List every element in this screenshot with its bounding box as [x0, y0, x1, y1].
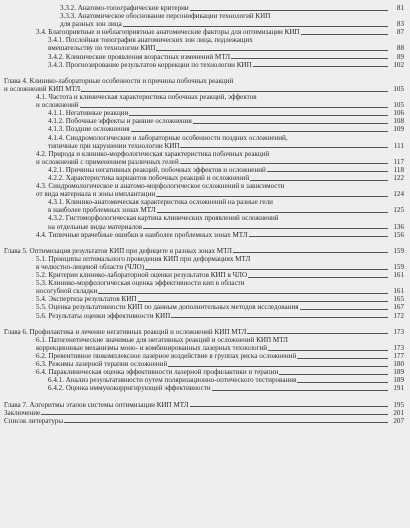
- toc-entry-title: носогубной складки: [36, 287, 98, 296]
- toc-page-number: 81: [396, 4, 404, 12]
- toc-entry-title: 6.4.2. Оценка иммунокорригирующей эффективности: [48, 384, 211, 393]
- toc-entry-line: [0, 360, 404, 368]
- toc-entry-title: 3.4.2. Клинические проявления возрастных изменений МТЛ: [48, 52, 231, 61]
- toc-entry-title: и осложнений: [36, 101, 79, 110]
- toc-entry-title: 5.4. Экспертиза результатов КИП: [36, 295, 137, 304]
- toc-entry-title: на отдельные виды материалов: [48, 222, 143, 231]
- toc-entry-line: [0, 53, 404, 61]
- toc-page-number: 161: [393, 287, 404, 296]
- toc-page-number: 106: [393, 109, 404, 118]
- toc-entry-title: Глава 5. Оптимизация результатов КИП при дефиците в разных зонах МТЛ: [4, 246, 232, 255]
- toc-entry-title: и осложнений КИП МТЛ: [4, 84, 81, 93]
- toc-page-number: 109: [393, 125, 404, 134]
- toc-entry-title: для разных зон лица: [60, 20, 122, 29]
- toc-spacer: [0, 239, 404, 247]
- toc-entry-title: в челюстно-лицевой области (ЧЛО): [36, 263, 145, 271]
- toc-page-number: 108: [393, 117, 404, 126]
- toc-entry-title: 5.2. Критерии клинико-лабораторной оценки результатов КИП в ЧЛО: [36, 271, 248, 280]
- toc-page-number: 195: [393, 400, 404, 409]
- toc-entry-line: [0, 295, 404, 303]
- toc-entry-title: 6.4. Параклиническая оценка эффективности лазерной профилактики и терапии: [36, 368, 279, 377]
- toc-entry-line: [0, 158, 404, 166]
- toc-page-number: 177: [393, 352, 404, 361]
- toc-entry-line: [0, 61, 404, 69]
- toc-entry-title: Глава 7. Алгоритмы этапов системы оптимизации КИП МТЛ: [4, 400, 189, 409]
- toc-page-number: 173: [393, 327, 404, 336]
- toc-entry-title: 4.1. Частота и клиническая характеристика побочных реакций, эффектов: [36, 93, 257, 102]
- toc-entry-line: [0, 255, 404, 263]
- toc-entry-line: [0, 28, 404, 36]
- toc-page-number: 111: [393, 141, 404, 150]
- toc-page-number: 122: [393, 173, 404, 182]
- toc-entry-title: 4.3.1. Клинико-анатомическая характеристика осложнений на разные гели: [48, 198, 273, 207]
- toc-page-number: 207: [393, 416, 404, 425]
- toc-entry-line: [0, 344, 404, 352]
- toc-entry-title: 6.4.1. Анализ результативности путем поляризационно-оптического тестирования: [48, 376, 297, 385]
- leader-line: [36, 107, 388, 108]
- toc-page-number: 189: [393, 376, 404, 385]
- toc-chapter-line: [0, 328, 404, 336]
- toc-entry-line: [0, 376, 404, 384]
- toc-entry-title: 6.3. Режимы лазерной терапии осложнений: [36, 360, 168, 369]
- toc-entry-title: 4.1.4. Синдромологические и лабораторные особенности поздних осложнений,: [48, 133, 288, 142]
- toc-entry-title: вмешательству по технологии КИП: [48, 44, 156, 53]
- toc-spacer: [0, 320, 404, 328]
- toc-entry-title: и осложнений с применением различных гелей: [36, 157, 179, 166]
- toc-entry-line: [0, 198, 404, 206]
- toc-entry-title: 5.5. Оценка результативности КИП по данным дополнительных методов исследования: [36, 303, 299, 312]
- toc-entry-line: [0, 312, 404, 320]
- toc-entry-title: 3.4.3. Прогнозирование результатов коррекции по технологии КИП: [48, 60, 252, 69]
- toc-entry-line: [0, 117, 404, 125]
- toc-page-number: 87: [396, 28, 404, 37]
- toc-entry-title: Глава 6. Профилактика и лечение негативных реакций и осложнений КИП МТЛ: [4, 327, 247, 336]
- toc-entry-line: [0, 12, 404, 20]
- table-of-contents: [0, 4, 404, 425]
- toc-entry-title: 6.2. Превентивное пюкомплексное лазерное воздействие в группах риска осложнений: [36, 352, 297, 361]
- toc-page-number: 159: [393, 263, 404, 271]
- toc-entry-title: от вида материала и зоны имплантации: [36, 190, 156, 199]
- toc-entry-title: 4.3. Синдромологическое и анатомо-морфологическое осложнений в зависимости: [36, 182, 285, 191]
- toc-entry-title: Список литературы: [4, 416, 64, 425]
- toc-entry-line: [0, 223, 404, 231]
- toc-entry-title: 4.3.2. Гистоморфологическая картина клинических проявлений осложнений: [48, 214, 279, 223]
- toc-entry-title: в наиболее проблемных зонах МТЛ: [48, 206, 156, 215]
- toc-entry-line: [0, 263, 404, 271]
- leader-line: [4, 414, 388, 415]
- toc-entry-title: 6.1. Патогенетические значимые для негативных реакций и осложнений КИП МТЛ: [36, 335, 288, 344]
- toc-entry-line: [0, 271, 404, 279]
- toc-spacer: [0, 393, 404, 401]
- toc-page-number: 102: [393, 60, 404, 69]
- toc-page-number: 167: [393, 303, 404, 312]
- toc-entry-title: коррекционные механизмы моно- и комбинированных лазерных технологий: [36, 343, 268, 352]
- toc-page-number: 105: [393, 84, 404, 93]
- toc-page-number: 83: [396, 20, 404, 29]
- toc-page-number: 105: [393, 101, 404, 110]
- toc-entry-line: [0, 287, 404, 295]
- toc-entry-line: [0, 150, 404, 158]
- toc-entry-line: [0, 336, 404, 344]
- toc-entry-title: 3.3.3. Анатомическое обоснование персонификации технологий КИП: [60, 12, 271, 21]
- toc-entry-line: [0, 44, 404, 52]
- toc-entry-title: типичные при нарушении технологии КИП: [48, 141, 180, 150]
- toc-chapter-line: [0, 77, 404, 85]
- toc-entry-line: [0, 182, 404, 190]
- toc-entry-line: [0, 134, 404, 142]
- toc-entry-title: 4.1.3. Поздние осложнения: [48, 125, 130, 134]
- toc-entry-line: [0, 231, 404, 239]
- toc-page-number: 136: [393, 222, 404, 231]
- toc-entry-title: 3.4. Благоприятные и неблагоприятные анатомические факторы для оптимизации КИП: [36, 28, 300, 37]
- toc-page-number: 125: [393, 206, 404, 215]
- toc-page-number: 165: [393, 295, 404, 304]
- toc-entry-title: 5.3. Клинико-морфологическая оценка эффективности кип в области: [36, 279, 245, 288]
- toc-page-number: 161: [393, 271, 404, 280]
- toc-entry-title: Глава 4. Клинико-лабораторные особенности и причины побочных реакций: [4, 76, 234, 85]
- toc-entry-line: [0, 20, 404, 28]
- toc-entry-line: [0, 109, 404, 117]
- toc-chapter-line: [0, 417, 404, 425]
- toc-page-number: 124: [393, 190, 404, 199]
- toc-page-number: 117: [393, 157, 404, 166]
- toc-chapter-line: [0, 401, 404, 409]
- toc-entry-line: [0, 368, 404, 376]
- toc-entry-line: [0, 206, 404, 214]
- toc-entry-line: [0, 125, 404, 133]
- toc-page-number: 180: [393, 360, 404, 369]
- toc-page-number: 89: [396, 52, 404, 61]
- toc-chapter-line: [0, 85, 404, 93]
- toc-entry-title: 4.1.1. Негативные реакции: [48, 109, 129, 118]
- toc-entry-title: Заключение: [4, 408, 41, 417]
- toc-page-number: 159: [393, 246, 404, 255]
- toc-entry-title: 4.2. Природа и клинико-морфологическая характеристика побочных реакций: [36, 149, 270, 158]
- toc-entry-line: [0, 214, 404, 222]
- toc-entry-line: [0, 166, 404, 174]
- toc-entry-line: [0, 101, 404, 109]
- toc-entry-line: [0, 190, 404, 198]
- toc-page-number: 201: [393, 408, 404, 417]
- toc-page-number: 173: [393, 343, 404, 352]
- toc-entry-line: [0, 384, 404, 392]
- toc-spacer: [0, 69, 404, 77]
- toc-entry-line: [0, 93, 404, 101]
- toc-page-number: 189: [393, 368, 404, 377]
- toc-entry-line: [0, 352, 404, 360]
- toc-entry-line: [0, 4, 404, 12]
- toc-entry-title: 3.4.1. Послойная топография анатомических зон лица, подлежащих: [48, 36, 253, 45]
- toc-page-number: 118: [393, 165, 404, 174]
- toc-entry-line: [0, 279, 404, 287]
- toc-entry-title: 5.1. Принципы оптимального проведения КИП при деформациях МТЛ: [36, 254, 251, 263]
- toc-entry-title: 5.6. Результаты оценки эффективности КИП: [36, 311, 171, 320]
- toc-page-number: 156: [393, 230, 404, 239]
- toc-page-number: 88: [396, 44, 404, 53]
- toc-entry-title: 3.3.2. Анатомо-топографические критерии: [60, 4, 189, 12]
- toc-entry-title: 4.2.2. Характеристика вариантов побочных реакций и осложнений: [48, 173, 250, 182]
- toc-entry-title: 4.4. Типичные врачебные ошибки в наиболее проблемных зонах МТЛ: [36, 230, 248, 239]
- toc-chapter-line: [0, 247, 404, 255]
- toc-page-number: 191: [393, 384, 404, 393]
- toc-entry-title: 4.1.2. Побочные эффекты и ранние осложнения: [48, 117, 192, 126]
- toc-chapter-line: [0, 409, 404, 417]
- toc-entry-line: [0, 36, 404, 44]
- toc-entry-line: [0, 174, 404, 182]
- toc-entry-line: [0, 303, 404, 311]
- toc-entry-line: [0, 142, 404, 150]
- toc-entry-title: 4.2.1. Причины негативных реакций, побочных эффектов и осложнений: [48, 165, 266, 174]
- toc-page-number: 172: [393, 311, 404, 320]
